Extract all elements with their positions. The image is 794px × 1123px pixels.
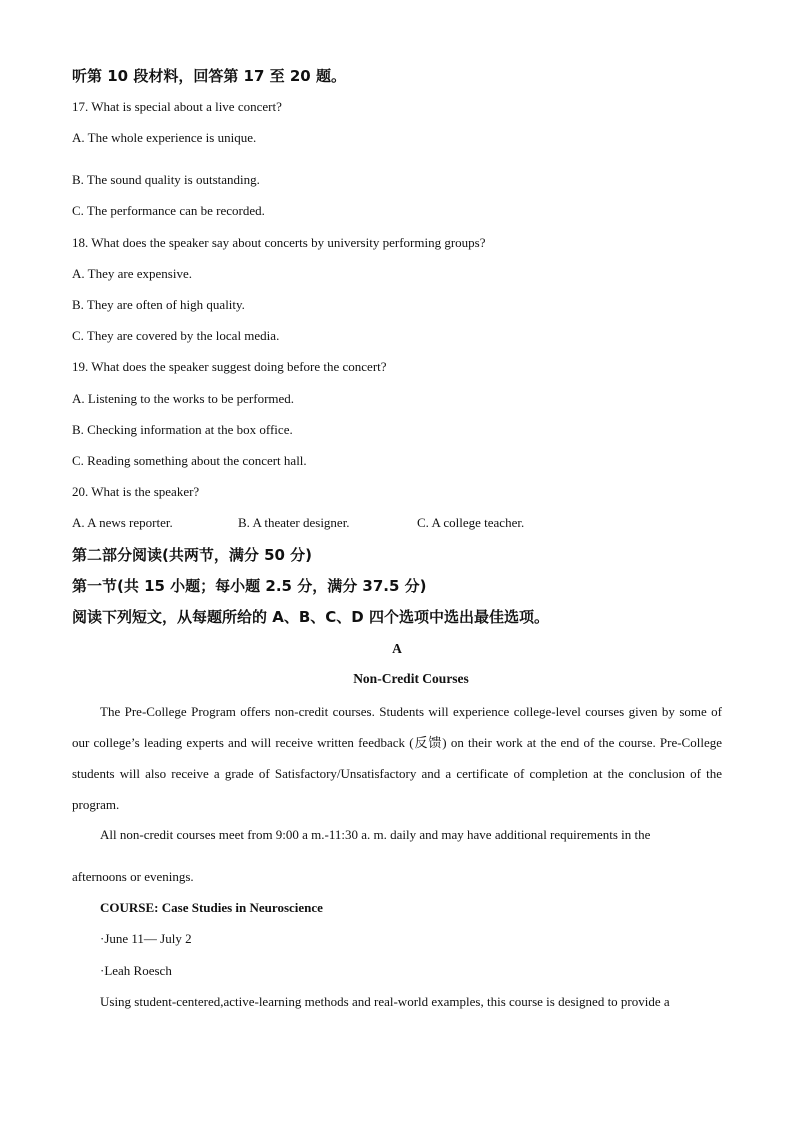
option-19b: B. Checking information at the box office. — [72, 422, 293, 437]
course-heading: COURSE: Case Studies in Neuroscience — [100, 900, 323, 915]
option-18a: A. They are expensive. — [72, 266, 192, 281]
course-instructor: ·Leah Roesch — [100, 963, 172, 978]
option-19a: A. Listening to the works to be performed. — [72, 391, 295, 406]
option-17c: C. The performance can be recorded. — [72, 203, 265, 218]
option-20a: A. A news reporter. — [72, 515, 173, 530]
question-17: 17. What is special about a live concert? — [72, 99, 282, 114]
section1-header: 第一节(共 15 小题；每小题 2.5 分，满分 37.5 分) — [72, 577, 427, 595]
option-20b: B. A theater designer. — [238, 515, 350, 530]
passage-title: Non-Credit Courses — [353, 671, 469, 686]
passage-paragraph-2-line-1: All non-credit courses meet from 9:00 a m.-11:30 a. m. daily and may have additional requirements in the — [100, 827, 651, 842]
part2-header: 第二部分阅读(共两节，满分 50 分) — [72, 546, 313, 564]
question-20: 20. What is the speaker? — [72, 484, 200, 499]
course-dates: ·June 11— July 2 — [100, 931, 192, 946]
option-17a: A. The whole experience is unique. — [72, 130, 257, 145]
question-18: 18. What does the speaker say about concerts by university performing groups? — [72, 235, 486, 250]
section-header-listening: 听第 10 段材料，回答第 17 至 20 题。 — [72, 67, 346, 85]
option-17b: B. The sound quality is outstanding. — [72, 172, 260, 187]
question-19: 19. What does the speaker suggest doing before the concert? — [72, 359, 387, 374]
passage-paragraph-2-line-2: afternoons or evenings. — [72, 869, 194, 884]
option-18b: B. They are often of high quality. — [72, 297, 245, 312]
passage-paragraph-1: The Pre-College Program offers non-credit courses. Students will experience college-level courses given by some of our college’s leading experts and will receive written feedback (反馈) on their work at the end of the course. Pre-College students will also receive a grade of Satisfactory/Unsatisfactory and a certificate of completion at the conclusion of the program. — [72, 704, 722, 812]
reading-instructions: 阅读下列短文，从每题所给的 A、B、C、D 四个选项中选出最佳选项。 — [72, 608, 549, 626]
option-18c: C. They are covered by the local media. — [72, 328, 280, 343]
option-19c: C. Reading something about the concert hall. — [72, 453, 307, 468]
passage-letter: A — [392, 641, 402, 656]
option-20c: C. A college teacher. — [417, 515, 525, 530]
course-description: Using student-centered,active-learning methods and real-world examples, this course is designed to provide a — [100, 994, 670, 1009]
